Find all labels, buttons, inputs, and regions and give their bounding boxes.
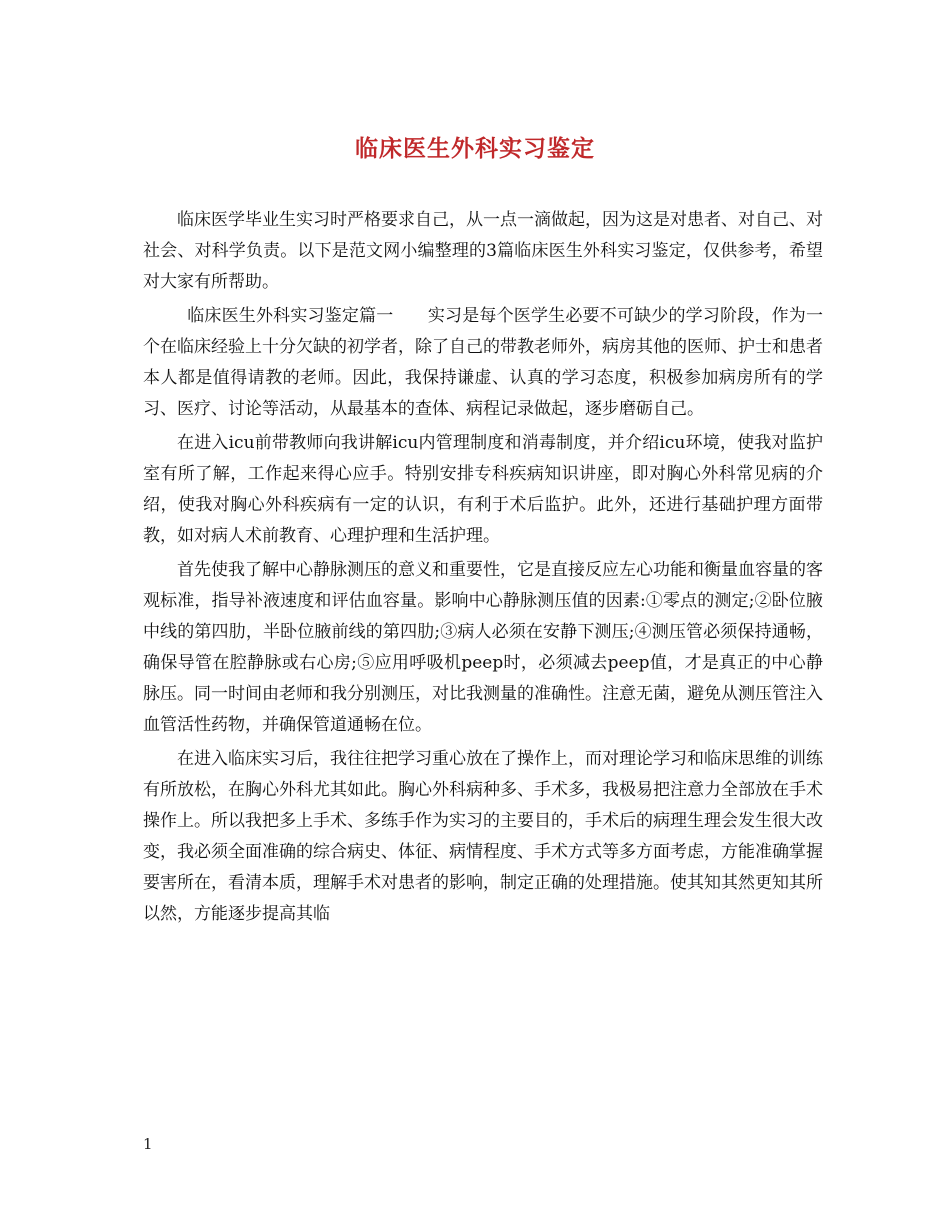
paragraph-intro: 临床医学毕业生实习时严格要求自己，从一点一滴做起，因为这是对患者、对自己、对社会、对科学负责。以下是范文网小编整理的3篇临床医生外科实习鉴定，仅供参考，希望对大家有所帮助。 (143, 210, 823, 292)
paragraph-clinical: 在进入临床实习后，我往往把学习重心放在了操作上，而对理论学习和临床思维的训练有所放松，在胸心外科尤其如此。胸心外科病种多、手术多，我极易把注意力全部放在手术操作上。所以我把多上手术、多练手作为实习的主要目的，手术后的病理生理会发生很大改变，我必须全面准确的综合病史、体征、病情程度、手术方式等多方面考虑，方能准确掌握要害所在，看清本质，理解手术对患者的影响，制定正确的处理措施。使其知其然更知其所以然，方能逐步提高其临 (143, 749, 823, 924)
paragraph-icu: 在进入icu前带教师向我讲解icu内管理制度和消毒制度，并介绍icu环境，使我对监护室有所了解，工作起来得心应手。特别安排专科疾病知识讲座，即对胸心外科常见病的介绍，使我对胸心外科疾病有一定的认识，有利于术后监护。此外，还进行基础护理方面带教，如对病人术前教育、心理护理和生活护理。 (143, 433, 823, 546)
document-body (143, 205, 823, 933)
paragraph-section-one: 临床医生外科实习鉴定篇一 实习是每个医学生必要不可缺少的学习阶段，作为一个在临床经验上十分欠缺的初学者，除了自己的带教老师外，病房其他的医师、护士和患者本人都是值得请教的老师。因此，我保持谦虚、认真的学习态度，积极参加病房所有的学习、医疗、讨论等活动，从最基本的查体、病程记录做起，逐步磨砺自己。 (143, 306, 823, 419)
page-number: 1 (143, 1135, 153, 1153)
document-title: 临床医生外科实习鉴定 (355, 135, 595, 162)
paragraph-cvp: 首先使我了解中心静脉测压的意义和重要性，它是直接反应左心功能和衡量血容量的客观标准，指导补液速度和评估血容量。影响中心静脉测压值的因素:①零点的测定;②卧位腋中线的第四肋，半卧位腋前线的第四肋;③病人必须在安静下测压;④测压管必须保持通畅，确保导管在腔静脉或右心房;⑤应用呼吸机peep时，必须减去peep值，才是真正的中心静脉压。同一时间由老师和我分别测压，对比我测量的准确性。注意无菌，避免从测压管注入血管活性药物，并确保管道通畅在位。 (143, 560, 823, 735)
